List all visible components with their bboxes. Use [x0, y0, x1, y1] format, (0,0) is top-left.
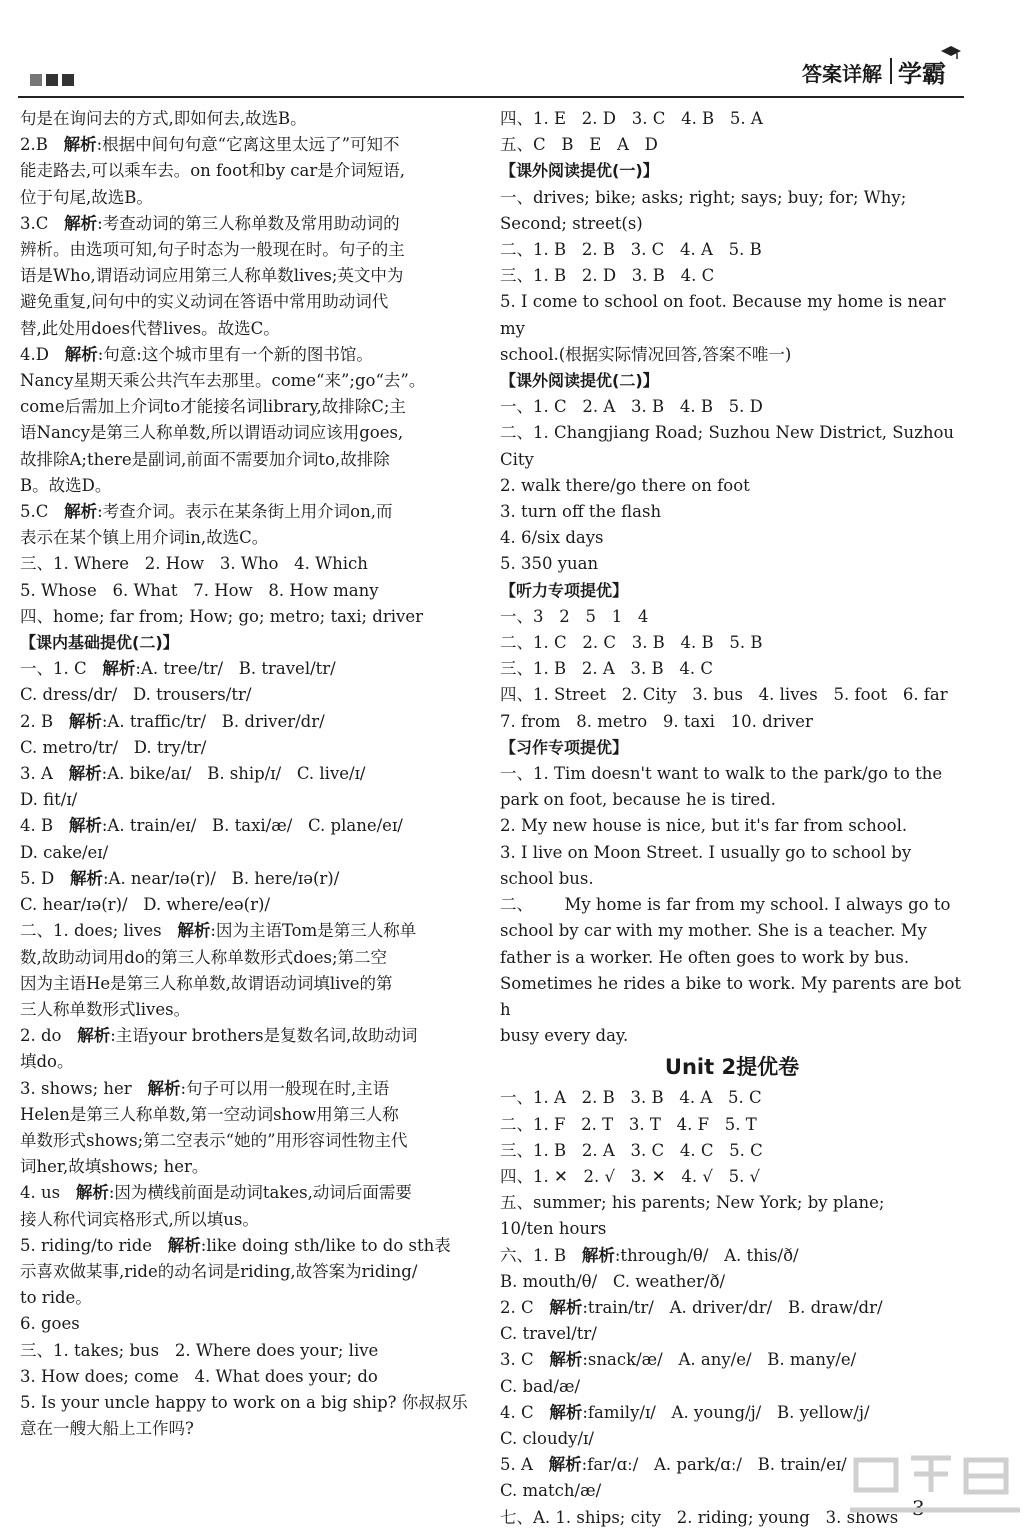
- answer-line: [20, 682, 482, 708]
- answer-text: :A. near/ɪə(r)/ B. here/ɪə(r)/: [102, 868, 340, 888]
- answer-line: [20, 840, 482, 866]
- answer-line: [20, 106, 482, 132]
- answer-text: 句是在询问去的方式,即如何去,故选B。: [20, 109, 307, 128]
- answer-text: 四、1. E 2. D 3. C 4. B 5. A: [500, 109, 763, 128]
- answer-text: 五、summer; his parents; New York; by plane;: [500, 1193, 885, 1213]
- header-rule: [18, 96, 964, 98]
- analysis-keyword: 解析: [77, 1026, 111, 1046]
- answer-label: 5. A: [500, 1455, 533, 1475]
- answer-text: C. bad/æ/: [500, 1376, 581, 1396]
- answer-text: 五、C B E A D: [500, 135, 658, 155]
- answer-line: [20, 158, 482, 184]
- answer-line: [500, 132, 964, 158]
- answer-line: [500, 866, 964, 892]
- answer-label: 5.C: [20, 502, 49, 522]
- answer-line: [20, 578, 482, 604]
- answer-line: [20, 1416, 482, 1442]
- answer-text: school.(根据实际情况回答,答案不唯一): [500, 344, 792, 364]
- answer-text: 避免重复,问句中的实义动词在答语中常用助动词代: [20, 292, 389, 312]
- answer-line: [20, 918, 482, 944]
- answer-line: [20, 1338, 482, 1364]
- answer-line: [20, 447, 482, 473]
- answer-text: 7. from 8. metro 9. taxi 10. driver: [500, 711, 813, 731]
- answer-line: [20, 1390, 482, 1416]
- answer-line: [500, 237, 964, 263]
- right-column: [500, 106, 964, 1531]
- answer-text: 词her,故填shows; her。: [20, 1157, 209, 1177]
- analysis-keyword: 解析: [64, 344, 98, 364]
- answer-text: 二、1. B 2. B 3. C 4. A 5. B: [500, 240, 762, 260]
- analysis-keyword: 解析: [581, 1245, 615, 1265]
- answer-label: 2. do: [20, 1026, 62, 1046]
- answer-text: busy every day.: [500, 1026, 629, 1046]
- answer-line: [20, 1233, 482, 1259]
- answer-text: :考查动词的第三人称单数及常用助动词的: [97, 213, 400, 233]
- answer-text: 四、1. ✕ 2. √ 3. ✕ 4. √ 5. √: [500, 1166, 761, 1186]
- answer-line: [20, 892, 482, 918]
- answer-text: :snack/æ/ A. any/e/ B. many/e/: [582, 1350, 857, 1370]
- answer-line: [20, 1180, 482, 1206]
- answer-label: 3.C: [20, 213, 49, 233]
- answer-line: [500, 630, 964, 656]
- answer-text: City: [500, 449, 534, 469]
- section-heading: 【课外阅读提优(二)】: [500, 371, 659, 391]
- answer-text: Sometimes he rides a bike to work. My parents are both: [500, 973, 962, 1019]
- answer-line: [500, 447, 964, 473]
- answer-text: :like doing sth/like to do sth表: [200, 1235, 451, 1255]
- answer-line: [500, 185, 964, 211]
- answer-text: Second; street(s): [500, 213, 643, 233]
- answer-line: [500, 918, 964, 944]
- answer-text: 5. 350 yuan: [500, 554, 599, 574]
- section-heading: 【课外阅读提优(一)】: [500, 161, 659, 181]
- answer-text: 表示在某个镇上用介词in,故选C。: [20, 528, 269, 548]
- answer-line: [500, 499, 964, 525]
- answer-text: :因为主语Tom是第三人称单: [210, 921, 417, 941]
- answer-label: 4. C: [500, 1402, 534, 1422]
- answer-line: [20, 709, 482, 735]
- answer-line: [500, 1295, 964, 1321]
- answer-text: 四、home; far from; How; go; metro; taxi; driver: [20, 606, 424, 626]
- answer-text: 3. turn off the flash: [500, 502, 662, 522]
- analysis-keyword: 解析: [64, 213, 98, 233]
- answer-label: 2.B: [20, 135, 48, 155]
- answer-text: come后需加上介词to才能接名词library,故排除C;主: [20, 397, 406, 417]
- answer-text: 填do。: [20, 1052, 74, 1072]
- answer-label: 六、1. B: [500, 1245, 567, 1265]
- answer-line: [500, 1138, 964, 1164]
- answer-line: [500, 604, 964, 630]
- watermark-logo: [836, 1440, 1032, 1536]
- answer-line: [500, 761, 964, 787]
- answer-line: [500, 1164, 964, 1190]
- brand-name: 学霸: [898, 60, 946, 88]
- answer-text: :A. tree/tr/ B. travel/tr/: [135, 659, 336, 679]
- section-heading: 【习作专项提优】: [500, 737, 629, 757]
- answer-line: [500, 892, 964, 918]
- answer-line: [20, 237, 482, 263]
- answer-text: 三、1. B 2. A 3. C 4. C 5. C: [500, 1140, 763, 1160]
- header-divider: [890, 58, 892, 84]
- answer-line: [500, 106, 964, 132]
- answer-label: 二、1. does; lives: [20, 921, 162, 941]
- answer-text: C. match/æ/: [500, 1481, 602, 1501]
- answer-line: [20, 185, 482, 211]
- answer-text: 三、1. B 2. A 3. B 4. C: [500, 659, 713, 679]
- answer-text: 一、1. Tim doesn't want to walk to the park/go to the: [500, 764, 943, 784]
- answer-text: :through/θ/ A. this/ð/: [614, 1245, 799, 1265]
- answer-text: D. cake/eɪ/: [20, 842, 109, 862]
- answer-text: to ride。: [20, 1288, 92, 1308]
- answer-text: 三、1. Where 2. How 3. Who 4. Which: [20, 554, 368, 574]
- analysis-keyword: 解析: [68, 816, 102, 836]
- answer-line: [500, 1023, 964, 1049]
- answer-text: 2. My new house is nice, but it's far from school.: [500, 816, 908, 836]
- answer-line: [500, 787, 964, 813]
- answer-line: [500, 525, 964, 551]
- answer-line: [20, 735, 482, 761]
- answer-text: 单数形式shows;第二空表示“她的”用形容词性物主代: [20, 1130, 408, 1150]
- answer-text: D. fit/ɪ/: [20, 790, 78, 810]
- answer-line: [20, 289, 482, 315]
- answer-text: 一、1. C 2. A 3. B 4. B 5. D: [500, 397, 763, 417]
- answer-text: school bus.: [500, 868, 594, 888]
- answer-line: [20, 813, 482, 839]
- answer-text: 接人称代词宾格形式,所以填us。: [20, 1209, 259, 1229]
- analysis-keyword: 解析: [75, 1183, 109, 1203]
- analysis-keyword: 解析: [68, 711, 102, 731]
- analysis-keyword: 解析: [548, 1455, 582, 1475]
- answer-line: [500, 1374, 964, 1400]
- answer-text: 10/ten hours: [500, 1219, 607, 1239]
- answer-line: [20, 1207, 482, 1233]
- answer-text: B. mouth/θ/ C. weather/ð/: [500, 1271, 726, 1291]
- answer-line: [20, 368, 482, 394]
- answer-line: [20, 316, 482, 342]
- answer-line: [20, 394, 482, 420]
- answer-line: [20, 971, 482, 997]
- answer-text: :A. train/eɪ/ B. taxi/æ/ C. plane/eɪ/: [101, 816, 403, 836]
- answer-text: 语是Who,谓语动词应用第三人称单数lives;英文中为: [20, 266, 404, 286]
- answer-line: [20, 787, 482, 813]
- answer-text: 因为主语He是第三人称单数,故谓语动词填live的第: [20, 973, 393, 993]
- answer-text: :A. traffic/tr/ B. driver/dr/: [101, 711, 325, 731]
- header-title: 答案详解: [802, 62, 882, 86]
- answer-text: 一、1. A 2. B 3. B 4. A 5. C: [500, 1088, 762, 1108]
- answer-line: [500, 1243, 964, 1269]
- answer-line: [20, 1076, 482, 1102]
- answer-line: [20, 1311, 482, 1337]
- answer-label: 3. A: [20, 764, 53, 784]
- answer-text: father is a worker. He often goes to work by bus.: [500, 947, 910, 967]
- answer-label: 4. B: [20, 816, 54, 836]
- answer-line: [500, 420, 964, 446]
- answer-text: :因为横线前面是动词takes,动词后面需要: [108, 1183, 412, 1203]
- analysis-keyword: 解析: [549, 1297, 583, 1317]
- answer-line: [500, 1269, 964, 1295]
- analysis-keyword: 解析: [63, 135, 97, 155]
- section-heading: 【课内基础提优(二)】: [20, 633, 179, 653]
- answer-line: [500, 1085, 964, 1111]
- answer-text: school by car with my mother. She is a teacher. My: [500, 921, 928, 941]
- answer-label: 5. riding/to ride: [20, 1235, 153, 1255]
- answer-line: [500, 945, 964, 971]
- answer-line: [500, 1190, 964, 1216]
- answer-text: 意在一艘大船上工作吗?: [20, 1419, 194, 1439]
- answer-text: 一、3 2 5 1 4: [500, 606, 649, 626]
- answer-label: 3. C: [500, 1350, 534, 1370]
- answer-line: [500, 971, 964, 1023]
- unit-title: Unit 2提优卷: [664, 1055, 800, 1080]
- analysis-keyword: 解析: [68, 764, 102, 784]
- answer-text: 替,此处用does代替lives。故选C。: [20, 318, 280, 338]
- answer-label: 4. us: [20, 1183, 61, 1203]
- answer-line: [20, 656, 482, 682]
- answer-text: :family/ɪ/ A. young/j/ B. yellow/j/: [582, 1402, 870, 1422]
- analysis-keyword: 解析: [64, 502, 98, 522]
- answer-line: [500, 1347, 964, 1373]
- analysis-keyword: 解析: [147, 1078, 181, 1098]
- answer-text: 故排除A;there是副词,前面不需要加介词to,故排除: [20, 449, 390, 469]
- answer-line: [20, 551, 482, 577]
- analysis-keyword: 解析: [102, 659, 136, 679]
- answer-text: :主语your brothers是复数名词,故助动词: [110, 1026, 418, 1046]
- answer-line: [500, 1216, 964, 1242]
- answer-text: 语Nancy是第三人称单数,所以谓语动词应该用goes,: [20, 423, 404, 443]
- answer-text: 一、drives; bike; asks; right; says; buy; for; Why;: [500, 187, 907, 207]
- answer-text: :train/tr/ A. driver/dr/ B. draw/dr/: [582, 1297, 883, 1317]
- answer-text: 3. How does; come 4. What does your; do: [20, 1366, 378, 1386]
- answer-line: [20, 866, 482, 892]
- answer-text: :句子可以用一般现在时,主语: [180, 1078, 390, 1098]
- answer-text: 二、 My home is far from my school. I always go to: [500, 895, 951, 915]
- answer-label: 3. shows; her: [20, 1078, 132, 1098]
- answer-text: 能走路去,可以乘车去。on foot和by car是介词短语,: [20, 161, 405, 181]
- answer-text: 5. Whose 6. What 7. How 8. How many: [20, 580, 379, 600]
- answer-text: 三、1. takes; bus 2. Where does your; live: [20, 1340, 379, 1360]
- answer-text: C. cloudy/ɪ/: [500, 1428, 594, 1448]
- answer-text: C. travel/tr/: [500, 1324, 597, 1344]
- answer-line: [20, 1128, 482, 1154]
- answer-line: [20, 132, 482, 158]
- answer-line: [500, 263, 964, 289]
- header-squares-decoration: [30, 74, 74, 86]
- answer-line: [20, 1049, 482, 1075]
- answer-line: [500, 342, 964, 368]
- answer-line: [500, 473, 964, 499]
- analysis-keyword: 解析: [69, 868, 103, 888]
- answer-text: 二、1. C 2. C 3. B 4. B 5. B: [500, 633, 763, 653]
- answer-text: 5. I come to school on foot. Because my home is near my: [500, 292, 951, 338]
- answer-text: 位于句尾,故选B。: [20, 187, 153, 207]
- answer-text: C. hear/ɪə(r)/ D. where/eə(r)/: [20, 895, 271, 915]
- answer-line: [20, 1102, 482, 1128]
- right-column-part-a: [500, 106, 964, 1049]
- answer-line: [500, 394, 964, 420]
- answer-line: [20, 997, 482, 1023]
- answer-line: [20, 499, 482, 525]
- answer-text: 二、1. F 2. T 3. T 4. F 5. T: [500, 1114, 757, 1134]
- answer-text: park on foot, because he is tired.: [500, 790, 776, 810]
- answer-label: 一、1. C: [20, 659, 87, 679]
- answer-label: 4.D: [20, 344, 49, 364]
- answer-text: :句意:这个城市里有一个新的图书馆。: [97, 344, 373, 364]
- answer-line: [20, 473, 482, 499]
- analysis-keyword: 解析: [177, 921, 211, 941]
- answer-line: [20, 1154, 482, 1180]
- answer-text: 二、1. Changjiang Road; Suzhou New District, Suzhou: [500, 423, 955, 443]
- answer-text: 4. 6/six days: [500, 528, 604, 548]
- answer-line: [20, 211, 482, 237]
- answer-line: [500, 211, 964, 237]
- answer-text: 数,故助动词用do的第三人称单数形式does;第二空: [20, 947, 388, 967]
- answer-text: B。故选D。: [20, 475, 112, 495]
- answer-line: [500, 682, 964, 708]
- answer-text: 5. Is your uncle happy to work on a big ship? 你叔叔乐: [20, 1392, 468, 1412]
- answer-text: 辨析。由选项可知,句子时态为一般现在时。句子的主: [20, 240, 405, 260]
- answer-text: 三、1. B 2. D 3. B 4. C: [500, 266, 715, 286]
- answer-line: [500, 840, 964, 866]
- answer-line: [500, 1321, 964, 1347]
- analysis-keyword: 解析: [549, 1350, 583, 1370]
- answer-line: [500, 551, 964, 577]
- answer-text: Nancy星期天乘公共汽车去那里。come“来”;go“去”。: [20, 371, 426, 391]
- answer-line: [500, 709, 964, 735]
- answer-line: [20, 525, 482, 551]
- answer-text: :A. bike/aɪ/ B. ship/ɪ/ C. live/ɪ/: [101, 764, 366, 784]
- left-column: [20, 106, 482, 1442]
- answer-line: [20, 1259, 482, 1285]
- answer-text: 2. walk there/go there on foot: [500, 475, 750, 495]
- answer-text: 四、1. Street 2. City 3. bus 4. lives 5. foot 6. far: [500, 685, 948, 705]
- answer-label: 5. D: [20, 868, 55, 888]
- answer-text: :根据中间句句意“它离这里太远了”可知不: [96, 135, 400, 155]
- answer-text: 6. goes: [20, 1314, 80, 1334]
- analysis-keyword: 解析: [167, 1235, 201, 1255]
- answer-label: 2. B: [20, 711, 54, 731]
- answer-line: [500, 289, 964, 341]
- section-heading: 【听力专项提优】: [500, 580, 629, 600]
- answer-line: [20, 263, 482, 289]
- answer-text: 3. I live on Moon Street. I usually go to school by: [500, 842, 912, 862]
- answer-text: :far/ɑː/ A. park/ɑː/ B. train/eɪ/: [581, 1455, 847, 1475]
- page-number: 3: [912, 1496, 925, 1520]
- analysis-keyword: 解析: [549, 1402, 583, 1422]
- answer-line: [20, 761, 482, 787]
- answer-line: [20, 945, 482, 971]
- answer-text: 七、A. 1. ships; city 2. riding; young 3. shows: [500, 1507, 899, 1527]
- answer-line: [20, 604, 482, 630]
- answer-line: [20, 1364, 482, 1390]
- answer-text: :考查介词。表示在某条街上用介词on,而: [97, 502, 393, 522]
- answer-line: [500, 656, 964, 682]
- answer-line: [20, 1023, 482, 1049]
- answer-text: 三人称单数形式lives。: [20, 999, 191, 1019]
- page-header: [0, 0, 1032, 100]
- answer-line: [20, 342, 482, 368]
- answer-label: 2. C: [500, 1297, 534, 1317]
- answer-line: [500, 813, 964, 839]
- graduation-cap-icon: [940, 44, 962, 62]
- answer-text: 示喜欢做某事,ride的动名词是riding,故答案为riding/: [20, 1261, 418, 1281]
- answer-line: [500, 1400, 964, 1426]
- answer-text: C. dress/dr/ D. trousers/tr/: [20, 685, 252, 705]
- answer-line: [20, 420, 482, 446]
- answer-text: C. metro/tr/ D. try/tr/: [20, 737, 207, 757]
- answer-text: Helen是第三人称单数,第一空动词show用第三人称: [20, 1104, 399, 1124]
- answer-line: [500, 1112, 964, 1138]
- answer-line: [20, 1285, 482, 1311]
